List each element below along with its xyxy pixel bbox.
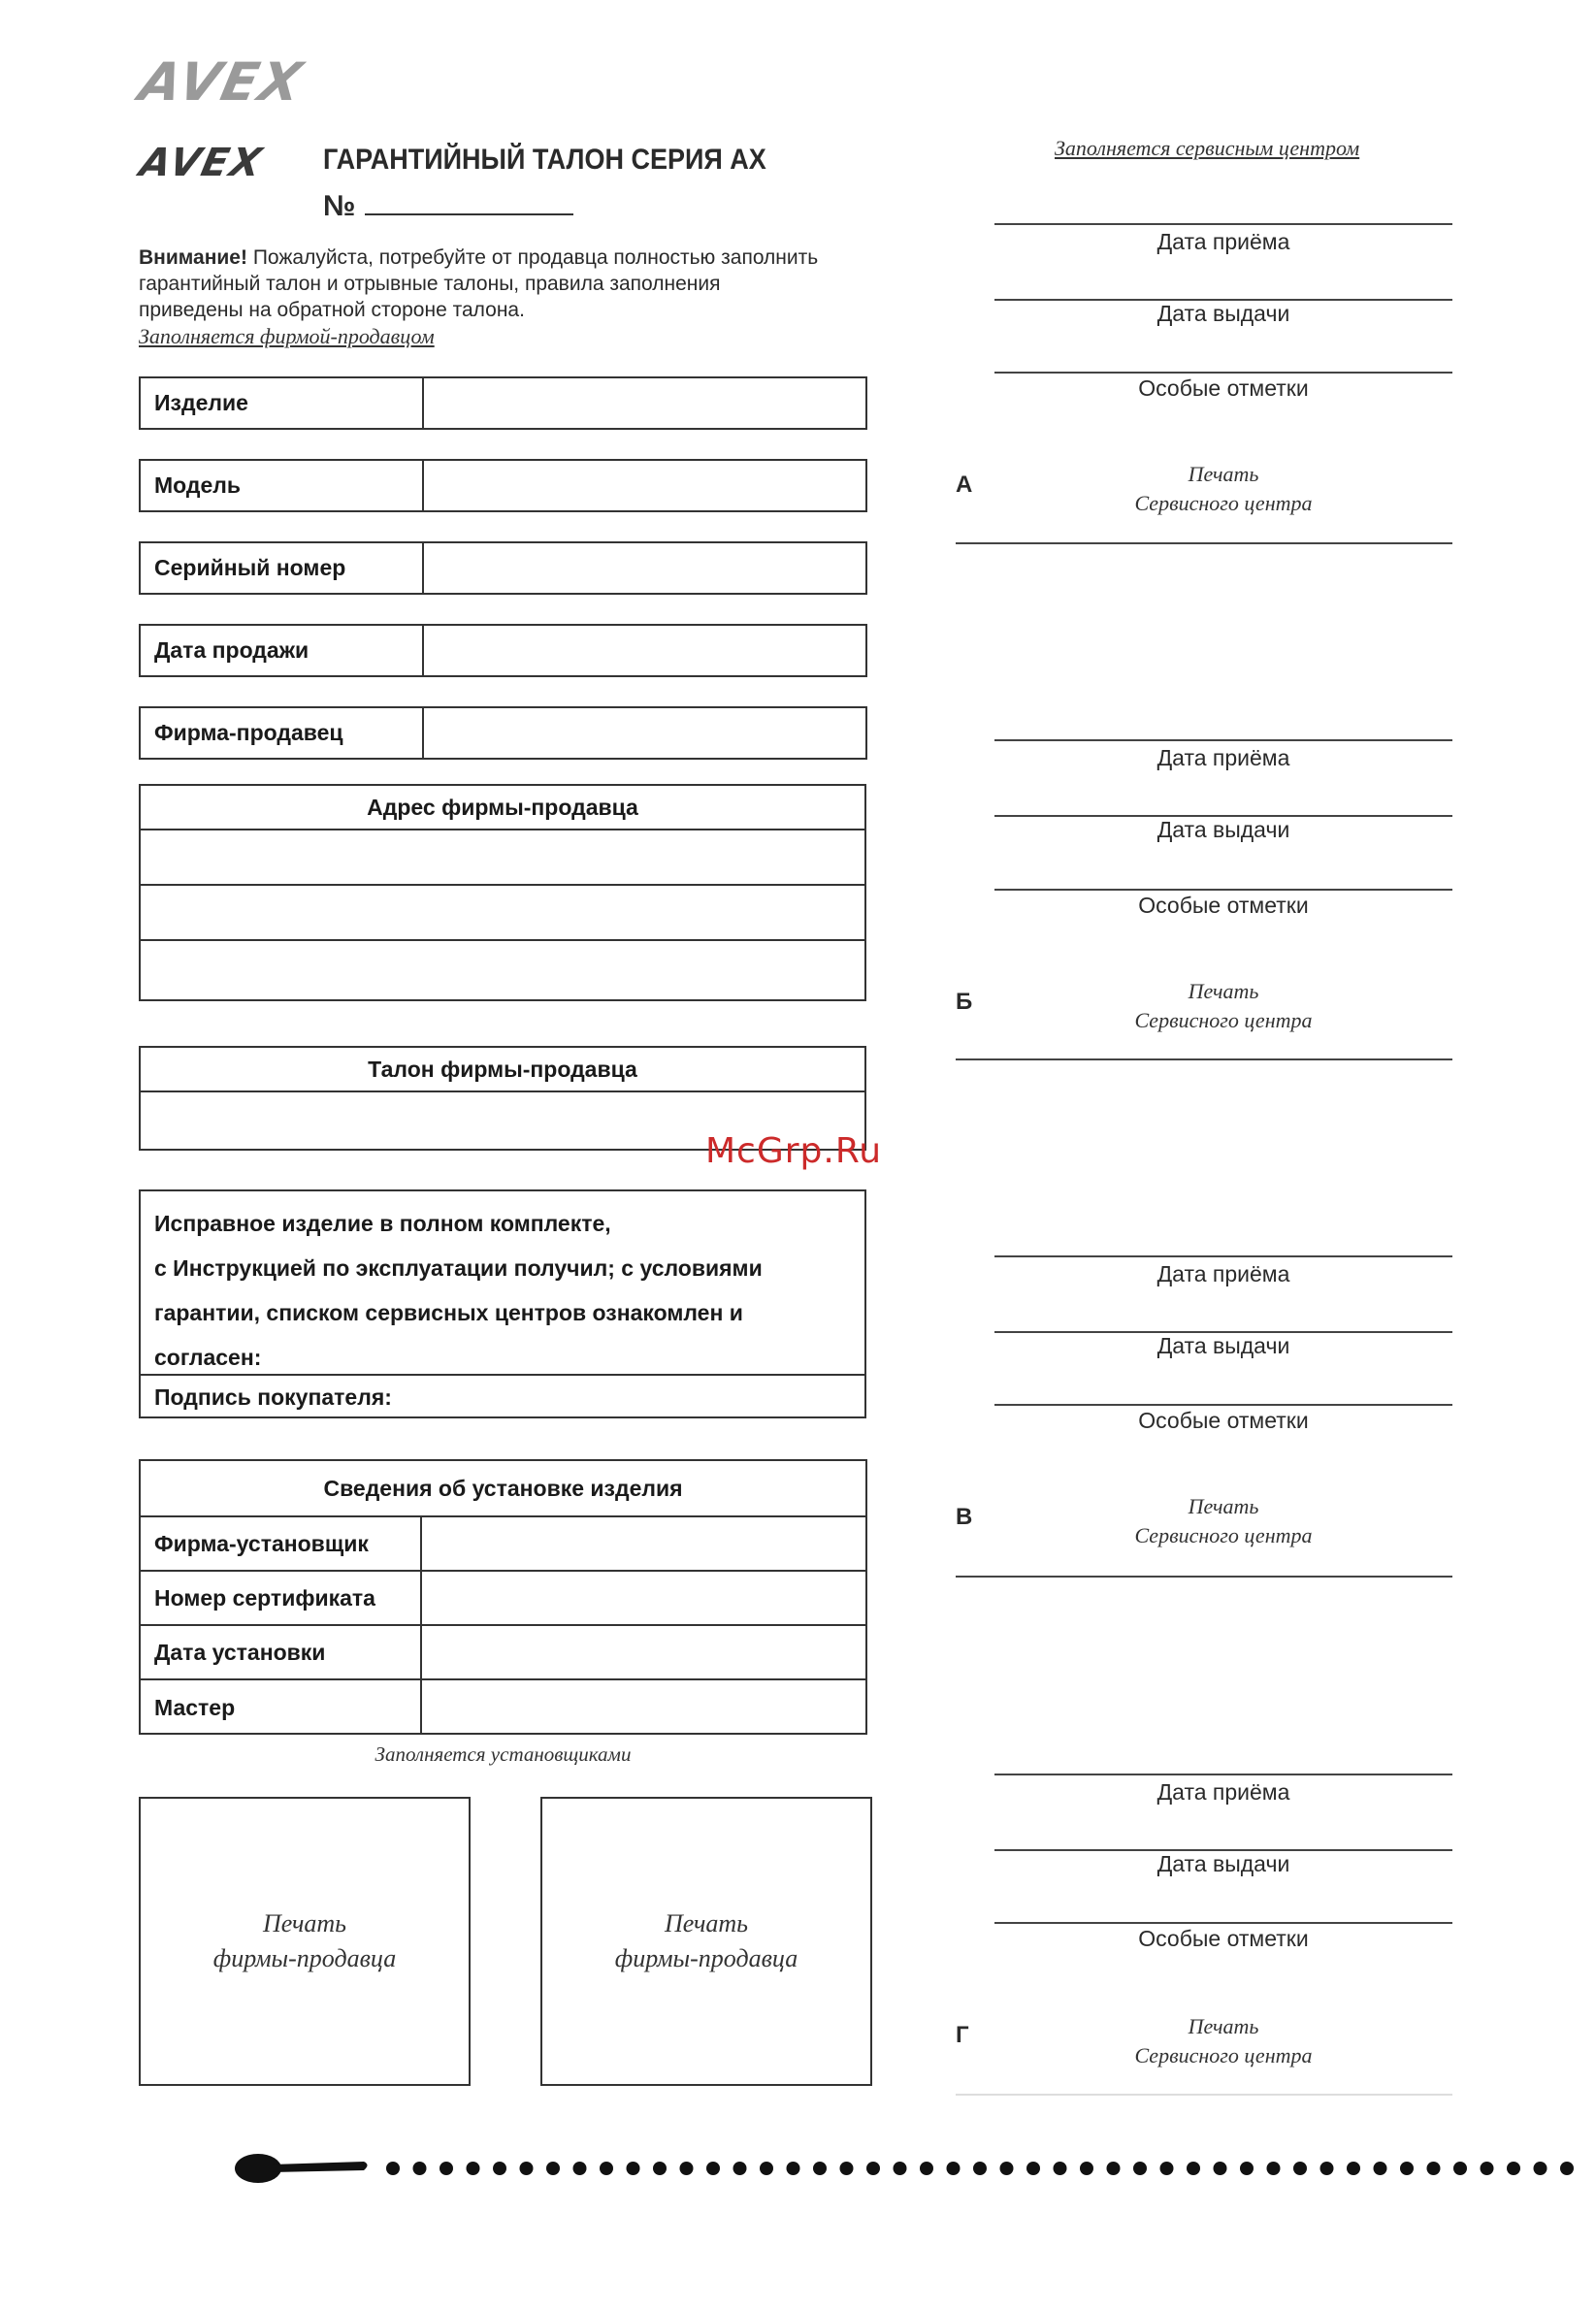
cut-dot	[1133, 2162, 1147, 2175]
cut-dot	[1214, 2162, 1227, 2175]
field-product	[139, 376, 867, 430]
cut-dot	[653, 2162, 667, 2175]
cut-dot	[1160, 2162, 1174, 2175]
cut-dot	[813, 2162, 827, 2175]
special-notes[interactable]: Особые отметки	[1138, 375, 1309, 401]
date-received[interactable]: Дата приёма	[1156, 745, 1290, 770]
cut-dot	[840, 2162, 854, 2175]
address-line[interactable]	[141, 830, 864, 886]
field-value[interactable]	[424, 626, 865, 675]
special-notes[interactable]: Особые отметки	[1138, 1408, 1309, 1433]
coupon-cut-line	[956, 1576, 1452, 1578]
notice-bold: Внимание!	[139, 246, 247, 269]
coupon-letter: Б	[956, 989, 973, 1015]
cut-dot	[760, 2162, 773, 2175]
document-number	[323, 190, 573, 223]
stamp-line1: Печать	[1188, 979, 1259, 1003]
cut-dot	[1107, 2162, 1121, 2175]
installation-label: Фирма-установщик	[141, 1517, 422, 1570]
watermark-text: McGrp.Ru	[705, 1131, 883, 1171]
cut-dot	[706, 2162, 720, 2175]
field-model	[139, 459, 867, 512]
cut-dot	[1293, 2162, 1307, 2175]
cut-dot	[733, 2162, 747, 2175]
stamp-line1: Печать	[263, 1909, 346, 1937]
divider	[994, 223, 1452, 225]
consent-line1: Исправное изделие в полном комплекте,	[154, 1211, 611, 1236]
stamp-line2: Сервисного центра	[1134, 491, 1313, 515]
service-stamp	[994, 460, 1452, 518]
installation-row-master	[141, 1680, 865, 1735]
seller-stamp-1	[139, 1797, 471, 2086]
cut-dot	[1187, 2162, 1200, 2175]
seller-coupon-header: Талон фирмы-продавца	[141, 1048, 864, 1092]
stamp-line1: Печать	[665, 1909, 748, 1937]
field-label: Изделие	[141, 378, 424, 428]
installation-label: Дата установки	[141, 1626, 422, 1678]
stamp-line1: Печать	[1188, 2014, 1259, 2038]
service-coupon-g	[956, 1774, 1452, 2099]
stamp-line2: Сервисного центра	[1134, 1523, 1313, 1547]
stamp-line2: Сервисного центра	[1134, 2043, 1313, 2067]
notice-line1: Пожалуйста, потребуйте от продавца полностью заполнить	[252, 246, 819, 269]
number-line	[365, 192, 573, 215]
cut-dot	[1026, 2162, 1040, 2175]
document-logo: AVEX	[136, 141, 268, 185]
stamp-line2: фирмы-продавца	[212, 1944, 397, 1972]
consent-line3: гарантии, списком сервисных центров ознакомлен и	[154, 1300, 743, 1325]
dotted-cut-line	[233, 2149, 1591, 2188]
document-title: ГАРАНТИЙНЫЙ ТАЛОН СЕРИЯ АХ	[323, 144, 766, 176]
field-serial	[139, 541, 867, 595]
special-notes[interactable]: Особые отметки	[1138, 893, 1309, 918]
cut-dot	[546, 2162, 560, 2175]
cut-dot	[1320, 2162, 1334, 2175]
consent-box	[139, 1189, 866, 1418]
buyer-signature[interactable]: Подпись покупателя:	[154, 1383, 392, 1410]
cut-dot	[1080, 2162, 1093, 2175]
stamp-line1: Печать	[1188, 462, 1259, 486]
installation-header: Сведения об установке изделия	[141, 1461, 865, 1517]
cut-dot	[1347, 2162, 1360, 2175]
divider	[994, 1404, 1452, 1406]
installation-row-date	[141, 1626, 865, 1680]
field-value[interactable]	[424, 378, 865, 428]
divider	[994, 372, 1452, 374]
cut-dot	[600, 2162, 613, 2175]
date-received[interactable]: Дата приёма	[1156, 229, 1290, 254]
notice-line3: приведены на обратной стороне талона.	[139, 299, 525, 321]
date-issued[interactable]: Дата выдачи	[1156, 1333, 1290, 1358]
coupon-cut-line	[956, 542, 1452, 544]
cut-dots	[386, 2162, 1574, 2175]
field-label: Фирма-продавец	[141, 708, 424, 758]
cut-dot	[947, 2162, 961, 2175]
field-seller	[139, 706, 867, 760]
cut-dot	[920, 2162, 933, 2175]
stamp-line2: Сервисного центра	[1134, 1008, 1313, 1032]
coupon-cut-line	[956, 2094, 1452, 2096]
service-stamp	[994, 1492, 1452, 1550]
date-issued[interactable]: Дата выдачи	[1156, 301, 1290, 326]
cut-dot	[1453, 2162, 1467, 2175]
cut-dot	[1427, 2162, 1441, 2175]
pin-needle-icon	[272, 2162, 368, 2172]
date-issued[interactable]: Дата выдачи	[1156, 1851, 1290, 1876]
field-sale-date	[139, 624, 867, 677]
divider	[994, 889, 1452, 891]
cut-dot	[627, 2162, 640, 2175]
service-coupon-a	[956, 223, 1452, 548]
seller-address-box	[139, 784, 866, 1001]
divider	[994, 739, 1452, 741]
brand-logo: AVEX	[134, 51, 309, 113]
cut-dot	[1534, 2162, 1547, 2175]
address-line[interactable]	[141, 886, 864, 941]
cut-dot	[866, 2162, 880, 2175]
date-received[interactable]: Дата приёма	[1156, 1779, 1290, 1805]
field-label: Модель	[141, 461, 424, 510]
installation-box	[139, 1459, 867, 1735]
cut-dot	[1374, 2162, 1387, 2175]
cut-dot	[493, 2162, 506, 2175]
divider	[994, 1255, 1452, 1257]
cut-dot	[1507, 2162, 1520, 2175]
cut-dot	[440, 2162, 453, 2175]
installation-value[interactable]	[422, 1517, 865, 1570]
installation-value[interactable]	[422, 1680, 865, 1735]
field-value[interactable]	[424, 708, 865, 758]
seller-stamp-2	[540, 1797, 872, 2086]
installation-label: Номер сертификата	[141, 1572, 422, 1624]
cut-dot	[386, 2162, 400, 2175]
cut-dot	[973, 2162, 987, 2175]
installation-row-company	[141, 1517, 865, 1572]
service-stamp	[994, 977, 1452, 1035]
notice-line2: гарантийный талон и отрывные талоны, правила заполнения	[139, 273, 721, 295]
cut-dot	[573, 2162, 587, 2175]
cut-dot	[1267, 2162, 1281, 2175]
consent-line4: согласен:	[154, 1345, 262, 1370]
date-received[interactable]: Дата приёма	[1156, 1261, 1290, 1286]
cut-dot	[894, 2162, 907, 2175]
field-value[interactable]	[424, 543, 865, 593]
address-line[interactable]	[141, 941, 864, 996]
field-label: Дата продажи	[141, 626, 424, 675]
installation-value[interactable]	[422, 1572, 865, 1624]
field-label: Серийный номер	[141, 543, 424, 593]
cut-dot	[467, 2162, 480, 2175]
cut-dot	[1000, 2162, 1014, 2175]
divider	[994, 1774, 1452, 1775]
consent-text	[141, 1191, 864, 1376]
cut-dot	[413, 2162, 427, 2175]
cut-dot	[680, 2162, 694, 2175]
cut-dot	[1560, 2162, 1574, 2175]
special-notes[interactable]: Особые отметки	[1138, 1926, 1309, 1951]
cut-dot	[787, 2162, 800, 2175]
service-fill-note: Заполняется сервисным центром	[1055, 136, 1360, 160]
coupon-letter: Г	[956, 2022, 969, 2048]
installation-label: Мастер	[141, 1680, 422, 1735]
notice-text	[139, 244, 847, 323]
cut-dot	[1400, 2162, 1414, 2175]
service-coupon-v	[956, 1255, 1452, 1580]
cut-dot	[1240, 2162, 1254, 2175]
seller-fill-note: Заполняется фирмой-продавцом	[139, 324, 435, 348]
coupon-letter: В	[956, 1504, 973, 1530]
installer-note: Заполняется установщиками	[375, 1742, 632, 1766]
stamp-line1: Печать	[1188, 1494, 1259, 1518]
number-label: №	[323, 190, 356, 222]
field-value[interactable]	[424, 461, 865, 510]
date-issued[interactable]: Дата выдачи	[1156, 817, 1290, 842]
cut-dot	[1054, 2162, 1067, 2175]
stamp-line2: фирмы-продавца	[614, 1944, 798, 1972]
cut-dot	[520, 2162, 534, 2175]
installation-row-certificate	[141, 1572, 865, 1626]
divider	[994, 1922, 1452, 1924]
service-stamp	[994, 2012, 1452, 2070]
coupon-cut-line	[956, 1058, 1452, 1060]
coupon-letter: А	[956, 472, 973, 498]
installation-value[interactable]	[422, 1626, 865, 1678]
service-coupon-b	[956, 739, 1452, 1064]
consent-line2: с Инструкцией по эксплуатации получил; с условиями	[154, 1255, 763, 1281]
cut-dot	[1481, 2162, 1494, 2175]
seller-address-header: Адрес фирмы-продавца	[141, 786, 864, 830]
